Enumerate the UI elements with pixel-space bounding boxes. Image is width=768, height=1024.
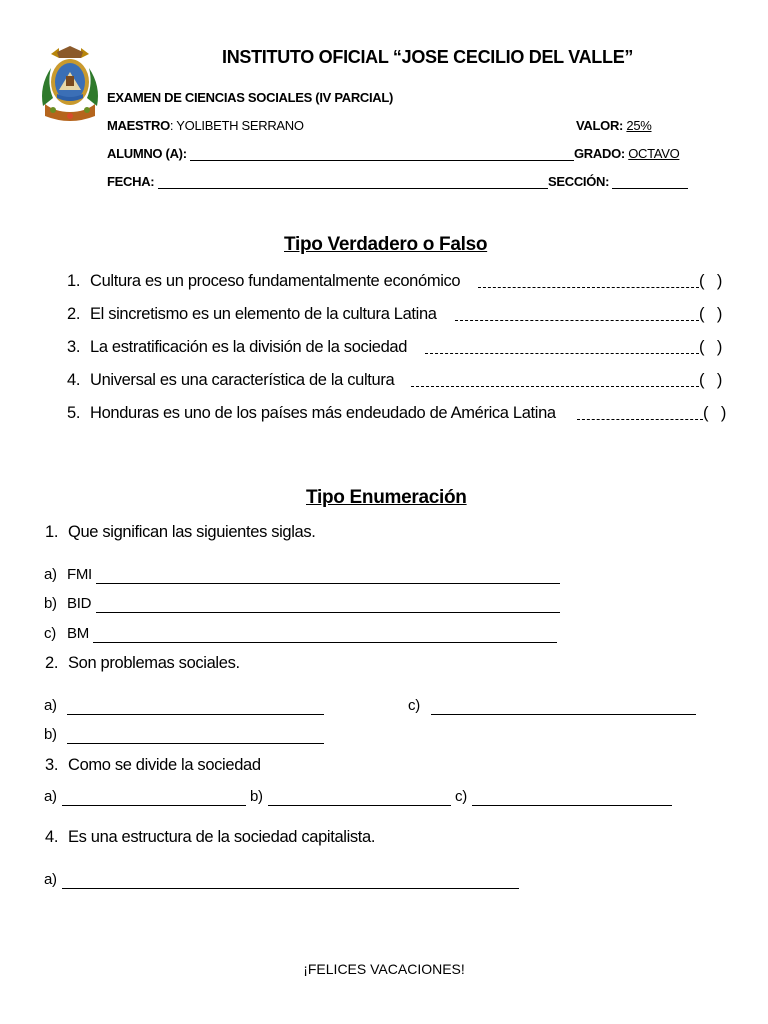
section-label: SECCIÓN:: [548, 174, 613, 189]
tf-statement: Universal es una característica de la cultura: [90, 371, 395, 389]
q4-a-label: a): [44, 871, 57, 888]
answer-line[interactable]: [96, 583, 560, 584]
leader-line: [455, 320, 699, 321]
grade-field: GRADO: OCTAVO: [574, 146, 680, 161]
q4-number: 4.: [45, 828, 59, 846]
tf-statement: Honduras es uno de los países más endeudado de América Latina: [90, 404, 556, 422]
tf-answer-box[interactable]: ( ): [699, 338, 722, 356]
enumeration-title: Tipo Enumeración: [306, 487, 467, 508]
section-line[interactable]: [612, 188, 688, 189]
q1-text: Que significan las siguientes siglas.: [68, 523, 316, 541]
q2-b-label: b): [44, 726, 57, 743]
q1-b-acronym: BID: [67, 595, 92, 612]
student-name-line[interactable]: [190, 160, 574, 161]
leader-line: [577, 419, 703, 420]
tf-number: 3.: [67, 338, 81, 356]
answer-line[interactable]: [472, 805, 672, 806]
teacher-line: MAESTRO: YOLIBETH SERRANO: [107, 118, 304, 133]
tf-answer-box[interactable]: ( ): [699, 305, 722, 323]
answer-line[interactable]: [62, 888, 519, 889]
q1-a-label: a): [44, 566, 57, 583]
q2-text: Son problemas sociales.: [68, 654, 240, 672]
q1-a-acronym: FMI: [67, 566, 92, 583]
date-label: FECHA:: [107, 174, 158, 189]
school-title: INSTITUTO OFICIAL “JOSE CECILIO DEL VALLE”: [222, 47, 634, 67]
date-line[interactable]: [158, 188, 548, 189]
tf-number: 1.: [67, 272, 81, 290]
footer-message: ¡FELICES VACACIONES!: [303, 961, 465, 977]
true-false-title: Tipo Verdadero o Falso: [284, 234, 488, 255]
student-label: ALUMNO (A):: [107, 146, 191, 161]
tf-statement: La estratificación es la división de la sociedad: [90, 338, 408, 356]
q1-number: 1.: [45, 523, 59, 541]
answer-line[interactable]: [268, 805, 451, 806]
tf-answer-box[interactable]: ( ): [703, 404, 726, 422]
answer-line[interactable]: [67, 743, 324, 744]
tf-number: 4.: [67, 371, 81, 389]
tf-answer-box[interactable]: ( ): [699, 272, 722, 290]
leader-line: [425, 353, 699, 354]
tf-number: 5.: [67, 404, 81, 422]
tf-answer-box[interactable]: ( ): [699, 371, 722, 389]
q1-c-label: c): [44, 625, 56, 642]
answer-line[interactable]: [431, 714, 696, 715]
q3-a-label: a): [44, 788, 57, 805]
answer-line[interactable]: [93, 642, 557, 643]
value-field: VALOR: 25%: [576, 118, 652, 133]
q1-c-acronym: BM: [67, 625, 89, 642]
tf-statement: El sincretismo es un elemento de la cultura Latina: [90, 305, 437, 323]
answer-line[interactable]: [67, 714, 324, 715]
q1-b-label: b): [44, 595, 57, 612]
q2-a-label: a): [44, 697, 57, 714]
q2-number: 2.: [45, 654, 59, 672]
leader-line: [478, 287, 699, 288]
exam-title: EXAMEN DE CIENCIAS SOCIALES (IV PARCIAL): [107, 90, 394, 105]
tf-number: 2.: [67, 305, 81, 323]
q2-c-label: c): [408, 697, 420, 714]
q4-text: Es una estructura de la sociedad capitalista.: [68, 828, 376, 846]
coat-of-arms-icon: [28, 28, 94, 106]
q3-text: Como se divide la sociedad: [68, 756, 261, 774]
answer-line[interactable]: [96, 612, 560, 613]
q3-number: 3.: [45, 756, 59, 774]
leader-line: [411, 386, 699, 387]
q3-b-label: b): [250, 788, 263, 805]
q3-c-label: c): [455, 788, 467, 805]
tf-statement: Cultura es un proceso fundamentalmente económico: [90, 272, 461, 290]
answer-line[interactable]: [62, 805, 246, 806]
